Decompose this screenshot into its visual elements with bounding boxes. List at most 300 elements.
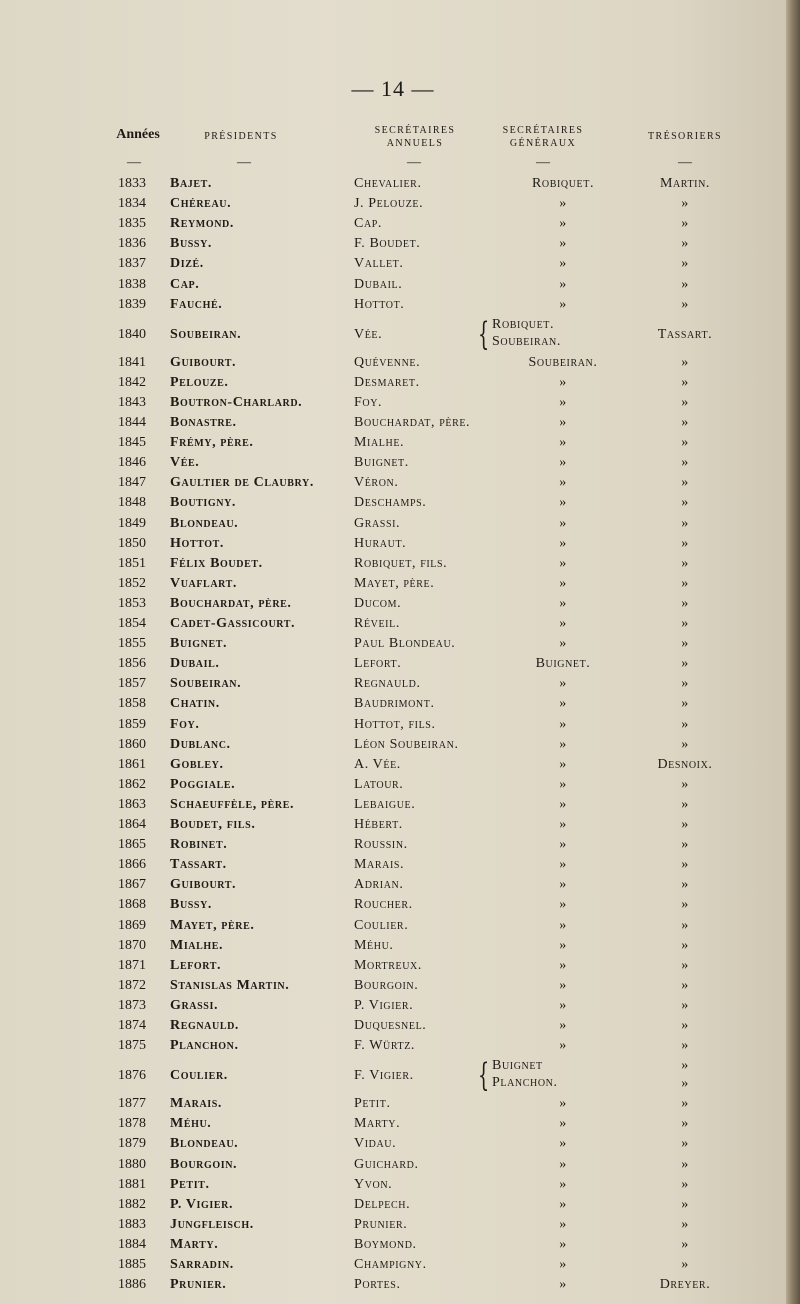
president-cell: Gaultier de Claubry. [170,475,314,491]
treasurer-cell: » [681,716,689,732]
header-presidents: PRÉSIDENTS [204,131,278,142]
year-cell: 1846 [118,455,146,471]
general-secretary-cell: » [559,276,567,292]
table-row [0,455,786,475]
year-cell: 1847 [118,475,146,491]
general-secretary-cell: » [559,475,567,491]
table-row [0,536,786,556]
year-cell: 1869 [118,917,146,933]
annual-secretary-cell: Foy. [354,394,383,410]
year-cell: 1836 [118,236,146,252]
treasurer-cell: » [681,796,689,812]
year-cell: 1878 [118,1116,146,1132]
treasurer-cell: » [681,1216,689,1232]
year-cell: 1873 [118,997,146,1013]
year-cell: 1859 [118,716,146,732]
table-row [0,216,786,236]
year-cell: 1843 [118,394,146,410]
general-secretary-cell: » [559,877,567,893]
table-row [0,696,786,716]
year-cell: 1840 [118,326,146,342]
annual-secretary-cell: F. Vigier. [354,1068,414,1084]
general-secretary-cell: » [559,256,567,272]
president-cell: Chatin. [170,696,220,712]
president-cell: Guibourt. [170,354,237,370]
president-cell: Fauché. [170,296,223,312]
general-secretary-cell: » [559,857,567,873]
treasurer-cell: » [681,1116,689,1132]
general-secretary-cell: » [559,1136,567,1152]
year-cell: 1860 [118,736,146,752]
annual-secretary-cell: Mayet, père. [354,575,435,591]
annual-secretary-cell: Regnauld. [354,676,421,692]
annual-secretary-cell: Baudrimont. [354,696,435,712]
treasurer-cell: » [681,374,689,390]
president-cell: Regnauld. [170,1018,240,1033]
year-cell: 1866 [118,857,146,873]
annual-secretary-cell: Méhu. [354,937,394,953]
general-secretary-cell: » [559,696,567,712]
treasurer-cell: » [681,276,689,292]
year-cell: 1863 [118,796,146,812]
general-secretary-cell: » [559,495,567,511]
annual-secretary-cell: Delpech. [354,1196,411,1212]
president-cell: Dubail. [170,656,220,672]
president-cell: Sarradin. [170,1257,234,1272]
general-secretary-cell: » [559,455,567,471]
treasurer-cell: » [681,696,689,712]
general-secretary-cell: » [559,796,567,812]
table-row [0,1116,786,1136]
header-annual-line1: SECRÉTAIRES [374,125,456,136]
president-cell: Dublanc. [170,736,231,752]
treasurer-cell: » [681,817,689,832]
president-cell: Boudet, fils. [170,817,256,832]
president-cell: Méhu. [170,1116,212,1132]
header-rule: — [678,155,692,170]
year-cell: 1851 [118,555,146,571]
year-cell: 1834 [118,196,146,212]
annual-secretary-cell: Véron. [354,475,399,491]
year-cell: 1881 [118,1176,146,1192]
annual-secretary-cell: Mialhe. [354,435,405,451]
treasurer-cell: » [681,837,689,853]
header-rule: — [536,155,550,170]
table-row [0,958,786,978]
treasurer-cell: Dreyer. [659,1277,711,1293]
table-row [0,938,786,958]
general-secretary-cell: » [559,616,567,631]
year-cell: 1885 [118,1257,146,1272]
annual-secretary-cell: Adrian. [354,877,404,893]
table-row [0,1038,786,1058]
year-cell: 1867 [118,877,146,893]
president-cell: Marty. [170,1236,219,1252]
table-row [0,918,786,938]
general-secretary-cell: » [559,837,567,853]
annual-secretary-cell: Prunier. [354,1216,408,1232]
general-secretary-cell: Buignet. [535,656,591,672]
table-row [0,1237,786,1257]
table-row [0,1197,786,1217]
annual-secretary-cell: Dubail. [354,276,403,292]
president-cell: Bussy. [170,897,213,913]
annual-secretary-cell: Huraut. [354,535,407,551]
table-row [0,636,786,656]
general-secretary-cell: » [559,1176,567,1192]
annual-secretary-cell: Vallet. [354,256,404,272]
treasurer-cell: » [681,957,689,973]
annual-secretary-cell: Roucher. [354,897,413,913]
table-row [0,395,786,415]
treasurer-cell: » [681,1236,689,1252]
annual-secretary-cell: Desmaret. [354,374,420,390]
president-cell: Boutigny. [170,495,237,511]
president-cell: Stanislas Martin. [170,977,290,993]
annual-secretary-cell: Coulier. [354,917,409,933]
year-cell: 1856 [118,656,146,672]
header-general-secretaries [488,124,598,150]
year-cell: 1861 [118,756,146,772]
table-row [0,978,786,998]
table-row [0,857,786,877]
annual-secretary-cell: Grassi. [354,515,401,531]
year-cell: 1854 [118,616,146,631]
treasurer-cell: » [681,394,689,410]
treasurer-cell: » [681,415,689,430]
year-cell: 1879 [118,1136,146,1152]
president-cell: Marais. [170,1096,223,1112]
annual-secretary-cell: Bouchardat, père. [354,415,471,430]
table-row [0,236,786,256]
treasurer-cell: » [681,636,689,652]
table-row [0,355,786,375]
treasurer-cell: » [681,857,689,873]
year-cell: 1838 [118,276,146,292]
year-cell: 1877 [118,1096,146,1112]
treasurer-cell: » [681,515,689,531]
general-secretary-cell: » [559,374,567,390]
general-secretary-cell: » [559,515,567,531]
annual-secretary-cell: F. Boudet. [354,236,421,252]
treasurer-cell: » [681,555,689,571]
general-secretary-cell: Robiquet. [531,176,595,191]
treasurer-cell: Tassart. [657,326,713,342]
president-cell: Buignet. [170,636,228,652]
year-cell: 1865 [118,837,146,853]
president-cell: Petit. [170,1176,210,1192]
table-row [0,516,786,536]
president-cell: Coulier. [170,1068,228,1084]
table-row [0,1217,786,1237]
year-cell: 1844 [118,415,146,430]
year-cell: 1870 [118,937,146,953]
general-secretary-cell: » [559,977,567,993]
page-number: — 14 — [351,76,435,101]
treasurer-cell: » [681,495,689,511]
general-secretary-cell: » [559,595,567,611]
treasurer-cell: » [681,616,689,631]
header-rule: — [237,155,251,170]
general-secretary-cell: » [559,555,567,571]
table-row [0,797,786,817]
table-row [0,656,786,676]
treasurer-cell: » [681,1257,689,1272]
year-cell: 1886 [118,1277,146,1293]
annual-secretary-cell: Portes. [354,1277,401,1293]
general-secretary-cell: » [559,957,567,973]
annual-secretary-cell: Mortreux. [354,957,422,973]
treasurer-cell: » [681,296,689,312]
year-cell: 1849 [118,515,146,531]
president-cell: Frémy, père. [170,435,254,451]
table-row [0,897,786,917]
treasurer-cell: » [681,455,689,471]
table-row [0,777,786,797]
president-cell: Félix Boudet. [170,555,263,571]
general-secretary-cell: Soubeiran. [528,354,598,370]
treasurer-cell: » [681,897,689,913]
general-secretary-cell: » [559,937,567,953]
year-cell: 1872 [118,977,146,993]
annual-secretary-cell: A. Vée. [354,756,401,772]
year-cell: 1848 [118,495,146,511]
header-years: Années [116,127,160,142]
year-cell: 1871 [118,957,146,973]
annual-secretary-cell: Ducom. [354,595,402,611]
treasurer-cell: » [681,656,689,672]
president-cell: Foy. [170,716,200,732]
treasurer-cell: » [681,917,689,933]
table-row [0,576,786,596]
president-cell: Prunier. [170,1277,227,1293]
treasurer-cell: » [681,1096,689,1112]
year-cell: 1850 [118,535,146,551]
general-secretary-cell: » [559,776,567,792]
annual-secretary-cell: Deschamps. [354,495,427,511]
annual-secretary-cell: Paul Blondeau. [354,636,456,652]
general-secretary-cell: » [559,1156,567,1172]
year-cell: 1853 [118,595,146,611]
table-row [0,556,786,576]
general-secretary-cell: » [559,394,567,410]
general-secretary-cell: » [559,575,567,591]
year-cell: 1884 [118,1236,146,1252]
header-rule: — [127,155,141,170]
year-cell: 1858 [118,696,146,712]
treasurer-cell: » [681,977,689,993]
general-secretary-cell: » [559,736,567,752]
annual-secretary-cell: F. Würtz. [354,1038,416,1054]
table-row [0,314,786,355]
header-annual-line2: ANNUELS [386,138,444,149]
president-cell: Cap. [170,276,200,292]
general-secretary-cell: » [559,1216,567,1232]
year-cell: 1835 [118,216,146,232]
treasurer-cell: » [681,1176,689,1192]
president-cell: Jungfleisch. [170,1216,254,1232]
annual-secretary-cell: Léon Soubeiran. [354,736,459,752]
table-row [0,676,786,696]
general-secretary-cell: » [559,236,567,252]
treasurer-cell: Desnoix. [657,756,713,772]
general-secretary-cell: » [559,1277,567,1293]
general-secretary-cell: » [559,716,567,732]
treasurer-cell: » [681,1156,689,1172]
president-cell: Mialhe. [170,937,224,953]
treasurer-cell: » [681,595,689,611]
annual-secretary-cell: Petit. [354,1096,391,1112]
general-secretary-cell: » [559,435,567,451]
table-row [0,1018,786,1038]
brace: { [478,1056,490,1095]
general-secretary-cell: » [559,676,567,692]
year-cell: 1855 [118,636,146,652]
president-cell: Robinet. [170,837,228,853]
header-treasurers: TRÉSORIERS [647,131,722,142]
president-cell: Blondeau. [170,515,239,531]
year-cell: 1842 [118,374,146,390]
treasurer-cell: » [681,475,689,491]
general-secretary-cell: » [559,897,567,913]
annual-secretary-cell: Duquesnel. [354,1018,427,1033]
treasurer-cell: » [681,1018,689,1033]
year-cell: 1880 [118,1156,146,1172]
president-cell: Cadet-Gassicourt. [170,616,296,631]
table-row [0,495,786,515]
general-secretary-cell: » [559,1196,567,1212]
general-secretary-cell: Buignet [492,1058,543,1074]
year-cell: 1841 [118,354,146,370]
table-row [0,1277,786,1297]
table-row [0,297,786,317]
general-secretary-cell: » [559,997,567,1013]
table-row [0,998,786,1018]
table-row [0,596,786,616]
header-rule: — [407,155,421,170]
treasurer-cell: » [681,1196,689,1212]
table-row [0,196,786,216]
treasurer-cell: » [681,1058,689,1074]
annual-secretary-cell: Hottot. [354,296,405,312]
table-row [0,176,786,196]
treasurer-cell: » [681,776,689,792]
president-cell: Tassart. [170,857,227,873]
header-annual-secretaries [360,124,470,150]
treasurer-cell: » [681,216,689,232]
annual-secretary-cell: Hottot, fils. [354,716,436,732]
year-cell: 1857 [118,676,146,692]
annual-secretary-cell: Lefort. [354,656,402,672]
general-secretary-cell: » [559,817,567,832]
annual-secretary-cell: Hébert. [354,817,403,832]
table-row [0,837,786,857]
year-cell: 1883 [118,1216,146,1232]
treasurer-cell: » [681,435,689,451]
annual-secretary-cell: Yvon. [354,1176,393,1192]
treasurer-cell: » [681,937,689,953]
table-row [0,757,786,777]
president-cell: Poggiale. [170,776,236,792]
treasurer-cell: » [681,1136,689,1152]
president-cell: Bonastre. [170,415,237,430]
annual-secretary-cell: Champigny. [354,1257,427,1272]
year-cell: 1864 [118,817,146,832]
table-row [0,435,786,455]
general-secretary-cell: » [559,756,567,772]
treasurer-cell: » [681,736,689,752]
treasurer-cell: Martin. [659,176,711,191]
year-cell: 1852 [118,575,146,591]
annual-secretary-cell: Buignet. [354,455,409,471]
general-secretary-cell: » [559,216,567,232]
year-cell: 1868 [118,897,146,913]
annual-secretary-cell: Latour. [354,776,404,792]
year-cell: 1876 [118,1068,146,1084]
general-secretary-cell: » [559,1038,567,1054]
table-row [0,717,786,737]
president-cell: P. Vigier. [170,1196,234,1212]
table-row [0,256,786,276]
treasurer-cell: » [681,236,689,252]
year-cell: 1845 [118,435,146,451]
year-cell: 1833 [118,176,146,191]
general-secretary-cell: » [559,1018,567,1033]
table-row [0,277,786,297]
annual-secretary-cell: Marais. [354,857,405,873]
table-row [0,616,786,636]
president-cell: Vée. [170,455,200,471]
treasurer-cell: » [681,1038,689,1054]
table-row [0,737,786,757]
treasurer-cell: » [681,877,689,893]
table-row [0,1058,786,1096]
president-cell: Boutron-Charlard. [170,394,303,410]
president-cell: Planchon. [170,1038,239,1054]
annual-secretary-cell: Boymond. [354,1236,417,1252]
annual-secretary-cell: Cap. [354,216,383,232]
table-row [0,1177,786,1197]
president-cell: Bussy. [170,236,213,252]
annual-secretary-cell: P. Vigier. [354,997,414,1013]
header-general-line1: SECRÉTAIRES [502,125,584,136]
president-cell: Grassi. [170,997,219,1013]
table-row [0,1157,786,1177]
general-secretary-cell: » [559,636,567,652]
general-secretary-cell: Soubeiran. [492,333,561,349]
president-cell: Guibourt. [170,877,237,893]
year-cell: 1874 [118,1018,146,1033]
treasurer-cell: » [681,676,689,692]
president-cell: Bouchardat, père. [170,595,292,611]
year-cell: 1882 [118,1196,146,1212]
treasurer-cell: » [681,256,689,272]
annual-secretary-cell: Quévenne. [354,354,421,370]
general-secretary-cell: » [559,1096,567,1112]
general-secretary-cell: » [559,296,567,312]
general-secretary-cell: » [559,1257,567,1272]
treasurer-cell: » [681,354,689,370]
brace: { [478,314,490,353]
year-cell: 1837 [118,256,146,272]
annual-secretary-cell: J. Pelouze. [354,196,424,212]
treasurer-cell: » [681,196,689,212]
header-general-line2: GÉNÉRAUX [509,138,577,149]
president-cell: Mayet, père. [170,917,255,933]
annual-secretary-cell: Robiquet, fils. [354,555,448,571]
annual-secretary-cell: Chevalier. [354,176,422,191]
annual-secretary-cell: Marty. [354,1116,401,1132]
